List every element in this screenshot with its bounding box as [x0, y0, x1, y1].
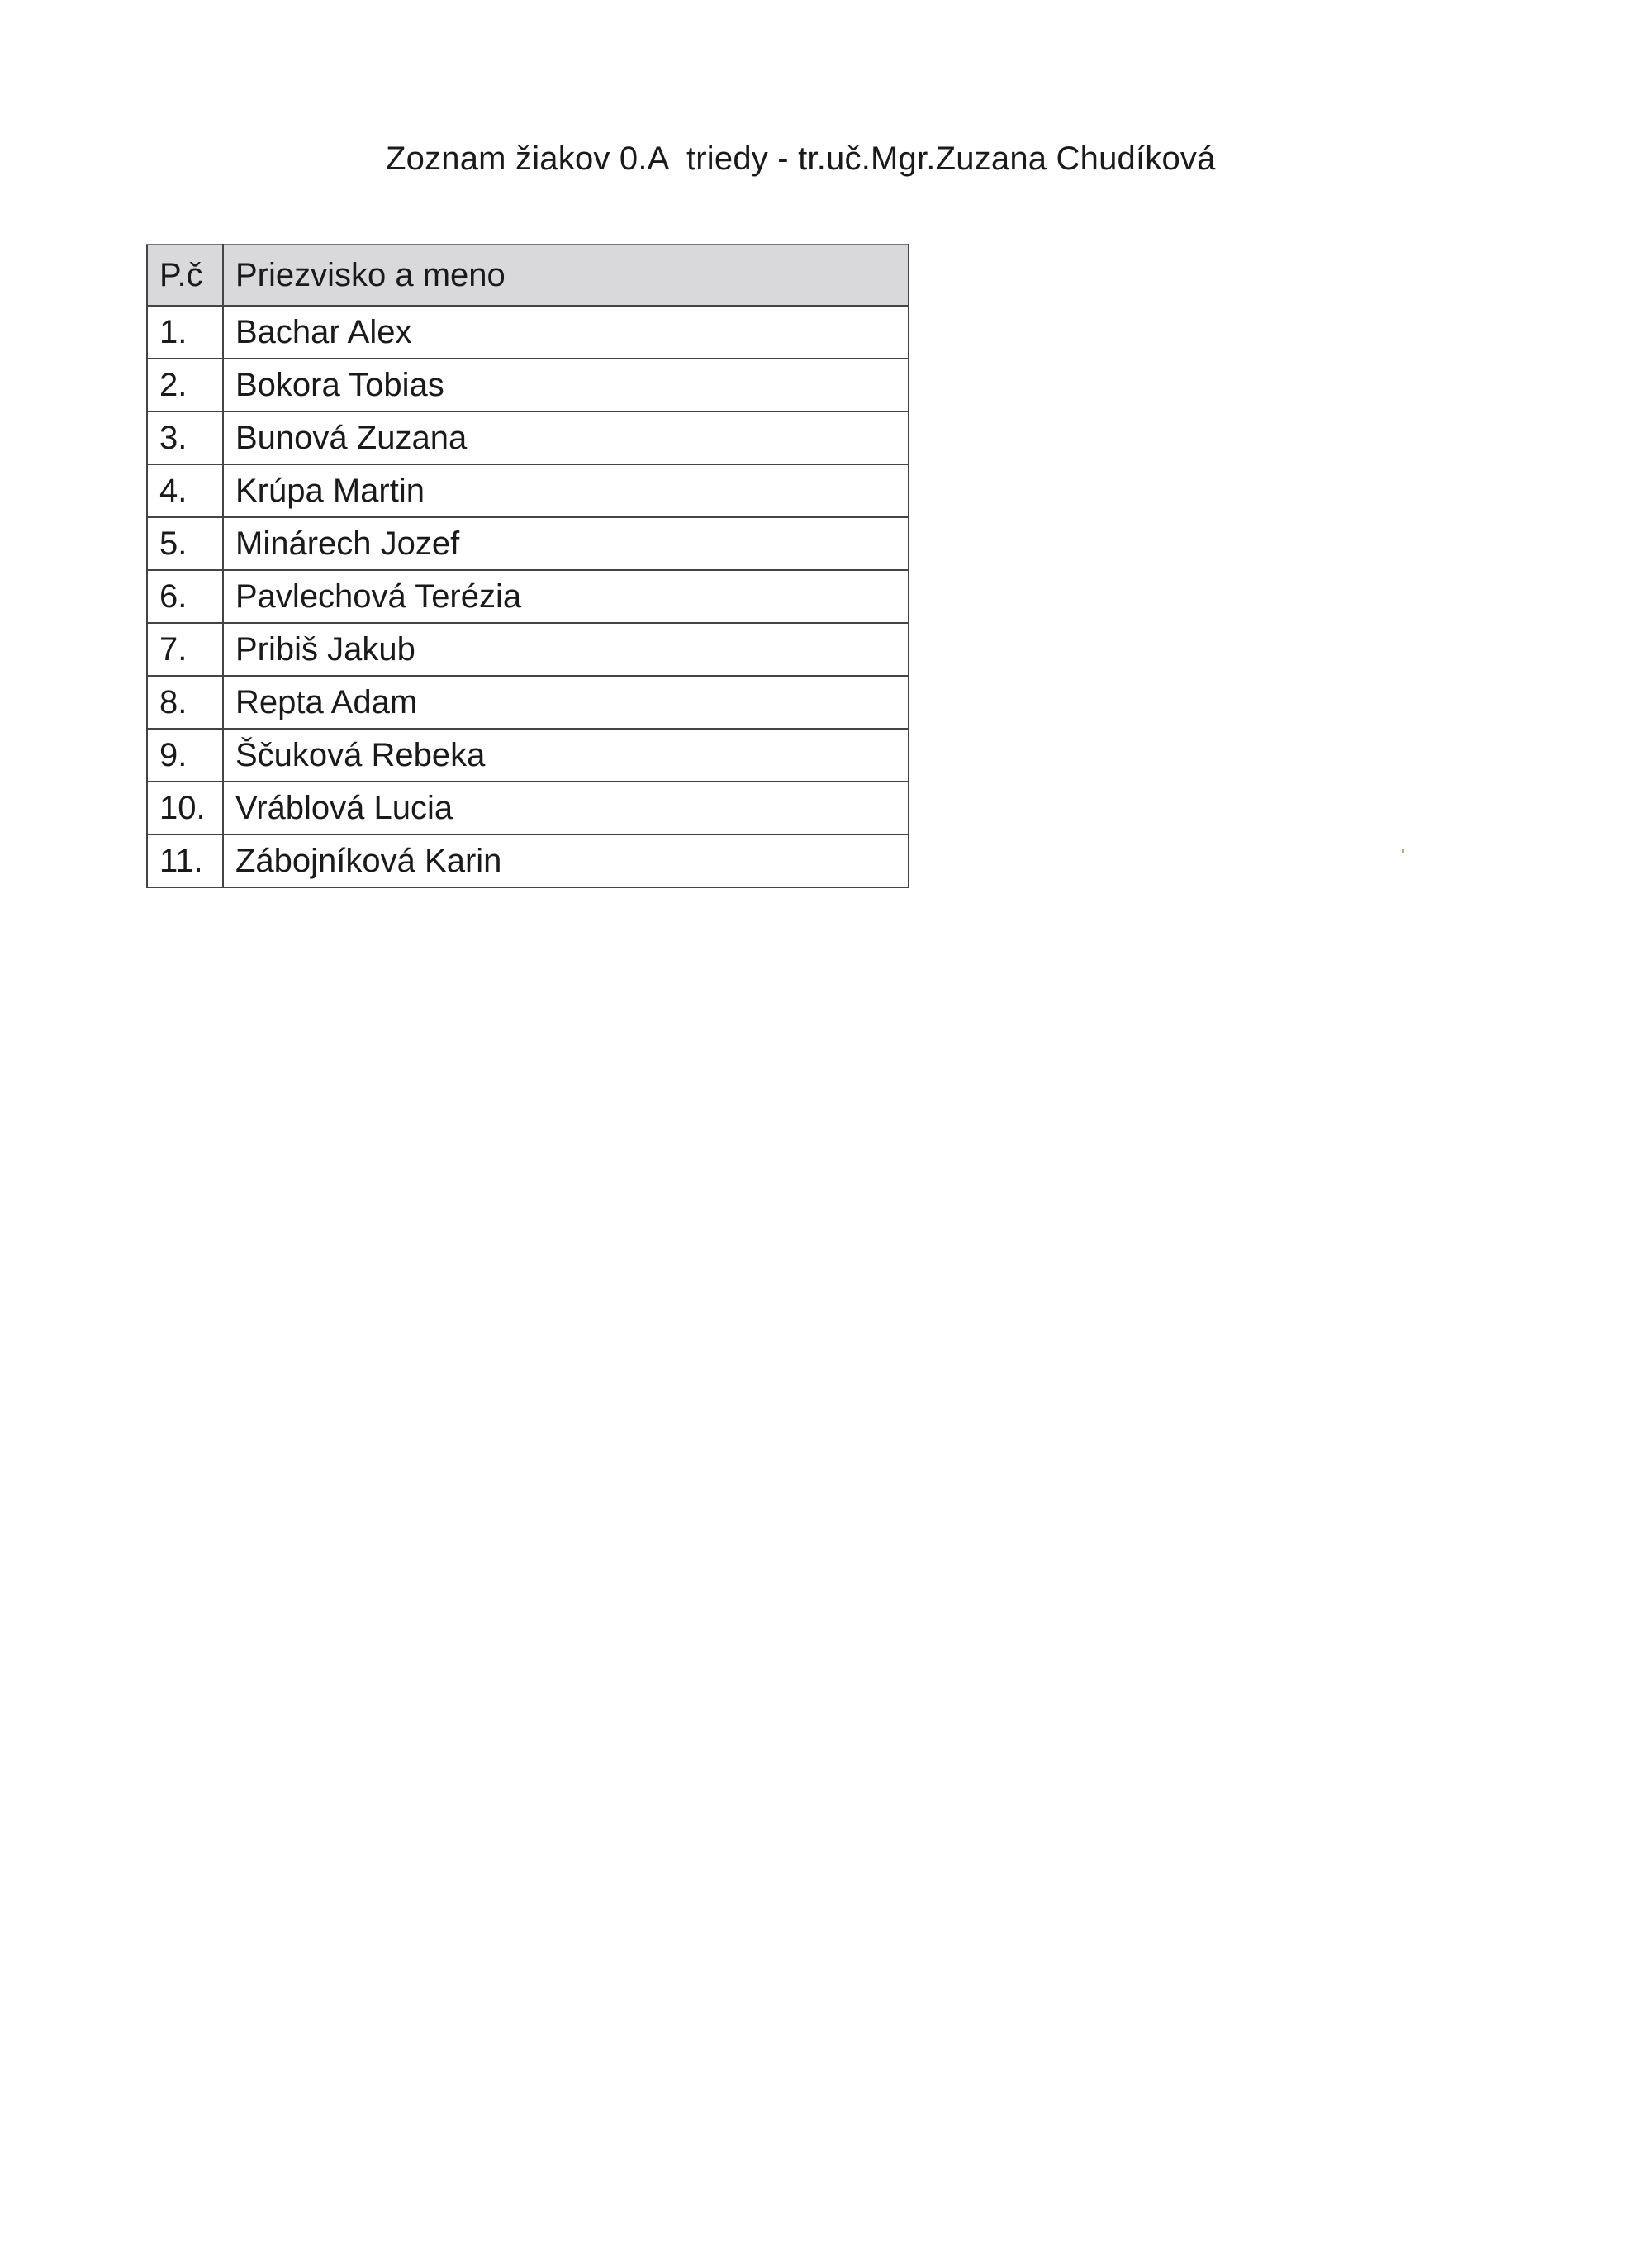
table-row [147, 411, 909, 464]
row-number: 2. [147, 359, 223, 411]
table-row [147, 782, 909, 834]
table-row [147, 834, 909, 887]
student-name: Ščuková Rebeka [223, 729, 909, 782]
row-number: 8. [147, 676, 223, 729]
student-name: Vráblová Lucia [223, 782, 909, 834]
scan-speck [1402, 849, 1404, 853]
student-name: Bunová Zuzana [223, 411, 909, 464]
row-number: 4. [147, 464, 223, 517]
table-row [147, 729, 909, 782]
table-row [147, 676, 909, 729]
student-name: Zábojníková Karin [223, 834, 909, 887]
student-name: Bachar Alex [223, 306, 909, 359]
column-header-number: P.č [147, 245, 223, 306]
table-row [147, 359, 909, 411]
student-name: Repta Adam [223, 676, 909, 729]
student-name: Bokora Tobias [223, 359, 909, 411]
table-header-row [147, 245, 909, 306]
student-name: Pavlechová Terézia [223, 570, 909, 623]
table-row [147, 570, 909, 623]
table-row [147, 306, 909, 359]
student-name: Pribiš Jakub [223, 623, 909, 676]
row-number: 10. [147, 782, 223, 834]
table-row [147, 623, 909, 676]
row-number: 5. [147, 517, 223, 570]
student-name: Krúpa Martin [223, 464, 909, 517]
row-number: 6. [147, 570, 223, 623]
page-title: Zoznam žiakov 0.A triedy - tr.uč.Mgr.Zuzana Chudíková [386, 140, 1216, 177]
row-number: 7. [147, 623, 223, 676]
row-number: 11. [147, 834, 223, 887]
column-header-name: Priezvisko a meno [223, 245, 909, 306]
student-name: Minárech Jozef [223, 517, 909, 570]
table-row [147, 464, 909, 517]
row-number: 9. [147, 729, 223, 782]
row-number: 1. [147, 306, 223, 359]
table-row [147, 517, 909, 570]
student-list-table [146, 244, 909, 888]
row-number: 3. [147, 411, 223, 464]
